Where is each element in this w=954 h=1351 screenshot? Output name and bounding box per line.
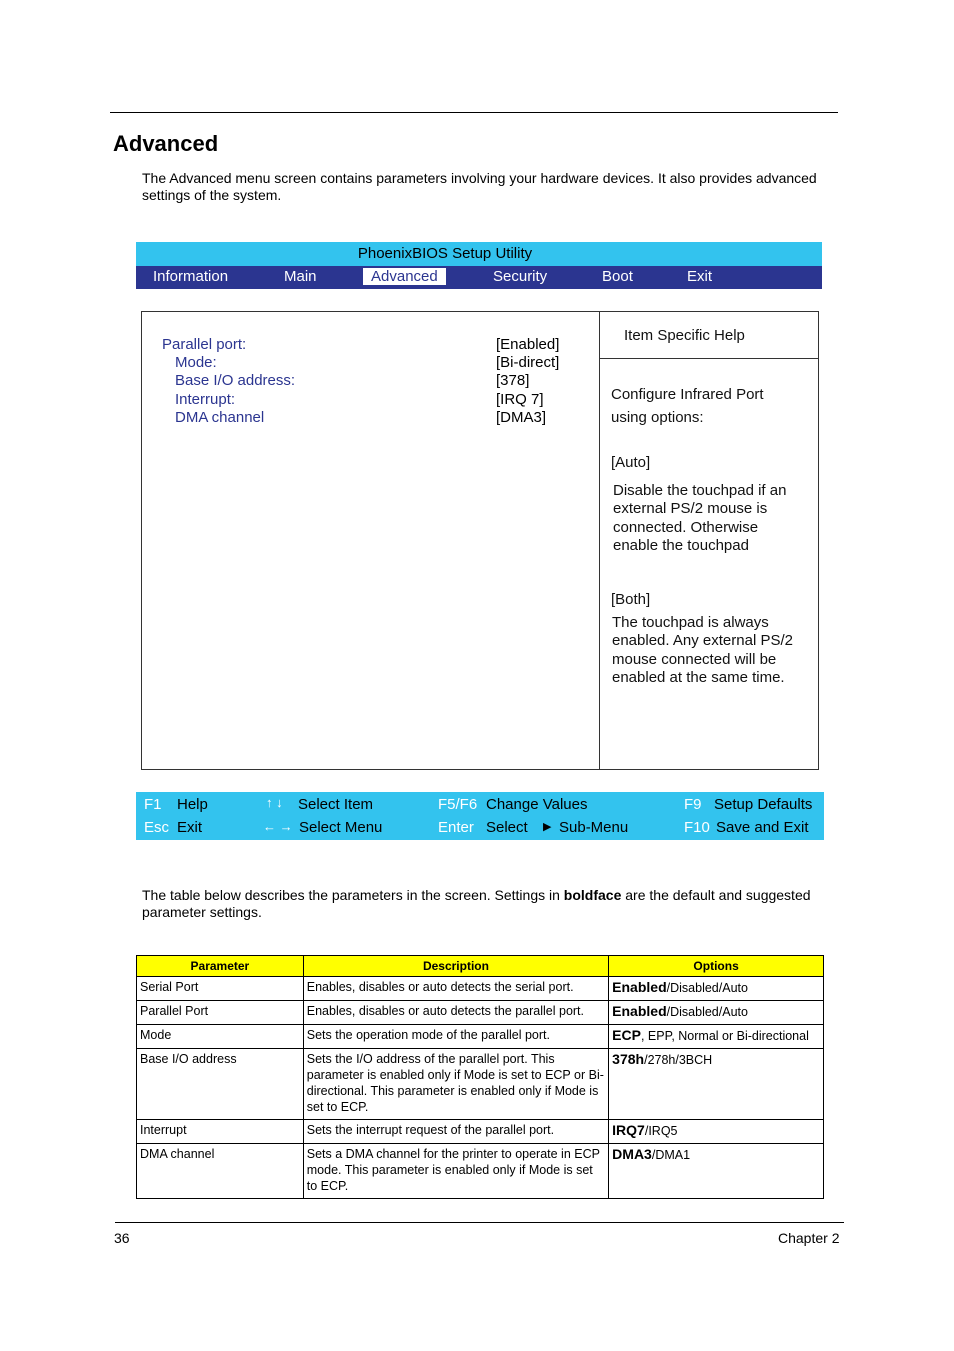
option-default: ECP: [612, 1027, 641, 1043]
options-cell: [609, 1049, 824, 1120]
help-auto-line: external PS/2 mouse is: [613, 500, 768, 518]
options-cell: [609, 1144, 824, 1199]
options-cell: [609, 977, 824, 1001]
desc-cell: Sets the operation mode of the parallel port.: [303, 1025, 608, 1049]
option-default: DMA3: [612, 1146, 652, 1162]
desc-cell: Sets a DMA channel for the printer to operate in ECP mode. This parameter is enabled only if Mode is set to ECP.: [303, 1144, 608, 1199]
setting-dma-label[interactable]: DMA channel: [175, 409, 265, 426]
help-both-line: enabled. Any external PS/2: [612, 632, 793, 650]
bios-menu-bar: [136, 266, 822, 289]
param-cell: DMA channel: [137, 1144, 304, 1199]
key-f10: F10: [684, 819, 710, 836]
table-row: [137, 1049, 824, 1120]
footer-rule: [115, 1222, 844, 1223]
bios-title-bar: [136, 242, 822, 266]
help-intro-2: using options:: [611, 409, 704, 426]
param-cell: Serial Port: [137, 977, 304, 1001]
help-header-separator: [600, 358, 818, 359]
menu-security[interactable]: Security: [493, 268, 548, 285]
setting-mode-label[interactable]: Mode:: [175, 354, 217, 371]
bios-key-legend: [136, 792, 824, 840]
key-select-menu-label: Select Menu: [299, 819, 383, 836]
page-title: Advanced: [113, 131, 219, 156]
table-intro-text: The table below describes the parameters in the screen. Settings in: [142, 887, 564, 903]
desc-cell: Sets the I/O address of the parallel port. This parameter is enabled only if Mode is set to ECP or Bi-directional. This parameter is enabled only if Mode is set to ECP.: [303, 1049, 608, 1120]
help-both-line: enabled at the same time.: [612, 668, 785, 686]
help-auto-label: [Auto]: [611, 454, 651, 471]
option-rest: /278h/3BCH: [644, 1053, 713, 1067]
option-rest: /Disabled/Auto: [666, 981, 748, 995]
left-right-arrows-icon: ← →: [263, 819, 293, 834]
param-cell: Interrupt: [137, 1120, 304, 1144]
key-f1: F1: [144, 796, 162, 813]
setting-dma-value[interactable]: [DMA3]: [496, 409, 547, 426]
key-change-values-label: Change Values: [486, 796, 588, 813]
table-intro-text: are the default and suggested: [621, 887, 811, 903]
options-cell: [609, 1001, 824, 1025]
desc-cell: Sets the interrupt request of the parallel port.: [303, 1120, 608, 1144]
desc-cell: Enables, disables or auto detects the parallel port.: [303, 1001, 608, 1025]
setting-base-io-value[interactable]: [378]: [496, 372, 530, 389]
table-row: [137, 1120, 824, 1144]
bios-title: PhoenixBIOS Setup Utility: [357, 245, 533, 262]
help-auto-text: [613, 482, 786, 555]
setting-parallel-port-label[interactable]: Parallel port:: [162, 336, 247, 353]
key-exit-label: Exit: [177, 819, 203, 836]
intro-line-2: settings of the system.: [142, 187, 282, 203]
menu-exit[interactable]: Exit: [687, 268, 713, 285]
setting-parallel-port-value[interactable]: [Enabled]: [496, 336, 560, 353]
help-auto-line: enable the touchpad: [613, 536, 749, 554]
table-row: [137, 977, 824, 1001]
top-rule: [110, 112, 838, 113]
table-intro-paragraph: [142, 887, 811, 921]
up-down-arrows-icon: ↑ ↓: [266, 795, 283, 810]
page-number: 36: [114, 1230, 130, 1246]
key-help-label: Help: [177, 796, 208, 813]
key-enter: Enter: [438, 819, 474, 836]
menu-boot[interactable]: Boot: [602, 268, 633, 285]
key-select-label: Select: [486, 819, 528, 836]
chapter-label: Chapter 2: [778, 1230, 840, 1246]
menu-main[interactable]: Main: [284, 268, 317, 285]
param-cell: Base I/O address: [137, 1049, 304, 1120]
option-default: Enabled: [612, 1003, 667, 1019]
key-esc: Esc: [144, 819, 170, 836]
setting-mode-value[interactable]: [Bi-direct]: [496, 354, 560, 371]
triangle-right-icon: ▶: [543, 821, 552, 833]
help-header: Item Specific Help: [624, 327, 745, 344]
key-save-exit-label: Save and Exit: [716, 819, 809, 836]
key-f5f6: F5/F6: [438, 796, 478, 813]
intro-line-1: The Advanced menu screen contains parameters involving your hardware devices. It also provides advanced: [142, 170, 817, 186]
options-cell: [609, 1120, 824, 1144]
key-sub-menu-label: Sub-Menu: [559, 819, 629, 836]
help-both-text: [612, 614, 793, 687]
help-divider: [599, 312, 600, 769]
key-f9: F9: [684, 796, 702, 813]
param-cell: Parallel Port: [137, 1001, 304, 1025]
help-intro-1: Configure Infrared Port: [611, 386, 764, 403]
help-both-line: The touchpad is always: [612, 614, 769, 631]
option-default: 378h: [612, 1051, 645, 1067]
parameters-table: [136, 955, 824, 1199]
setting-interrupt-label[interactable]: Interrupt:: [175, 391, 236, 408]
option-rest: , EPP, Normal or Bi-directional: [640, 1029, 809, 1043]
option-default: Enabled: [612, 979, 667, 995]
table-row: [137, 1144, 824, 1199]
key-select-item-label: Select Item: [298, 796, 374, 813]
intro-paragraph: [142, 170, 817, 204]
table-intro-line-1: [142, 887, 811, 904]
help-auto-line: connected. Otherwise: [613, 518, 759, 536]
table-row: [137, 1025, 824, 1049]
option-rest: /DMA1: [651, 1148, 691, 1162]
help-both-line: mouse connected will be: [612, 650, 777, 668]
param-cell: Mode: [137, 1025, 304, 1049]
key-setup-defaults-label: Setup Defaults: [714, 796, 813, 813]
option-rest: /Disabled/Auto: [666, 1005, 748, 1019]
header-options: Options: [609, 956, 824, 977]
setting-interrupt-value[interactable]: [IRQ 7]: [496, 391, 544, 408]
table-header-row: [137, 956, 824, 977]
menu-advanced[interactable]: Advanced: [363, 268, 446, 285]
table-intro-bold: boldface: [563, 887, 622, 903]
help-both-label: [Both]: [611, 591, 651, 608]
header-parameter: Parameter: [137, 956, 304, 977]
table-intro-line-2: parameter settings.: [142, 904, 262, 920]
menu-information[interactable]: Information: [153, 268, 229, 285]
bios-settings-panel: [141, 311, 819, 770]
option-rest: /IRQ5: [644, 1124, 678, 1138]
table-row: [137, 1001, 824, 1025]
setting-base-io-label[interactable]: Base I/O address:: [175, 372, 296, 389]
option-default: IRQ7: [612, 1122, 645, 1138]
help-auto-line: Disable the touchpad if an: [613, 482, 787, 499]
header-description: Description: [303, 956, 608, 977]
desc-cell: Enables, disables or auto detects the serial port.: [303, 977, 608, 1001]
options-cell: [609, 1025, 824, 1049]
